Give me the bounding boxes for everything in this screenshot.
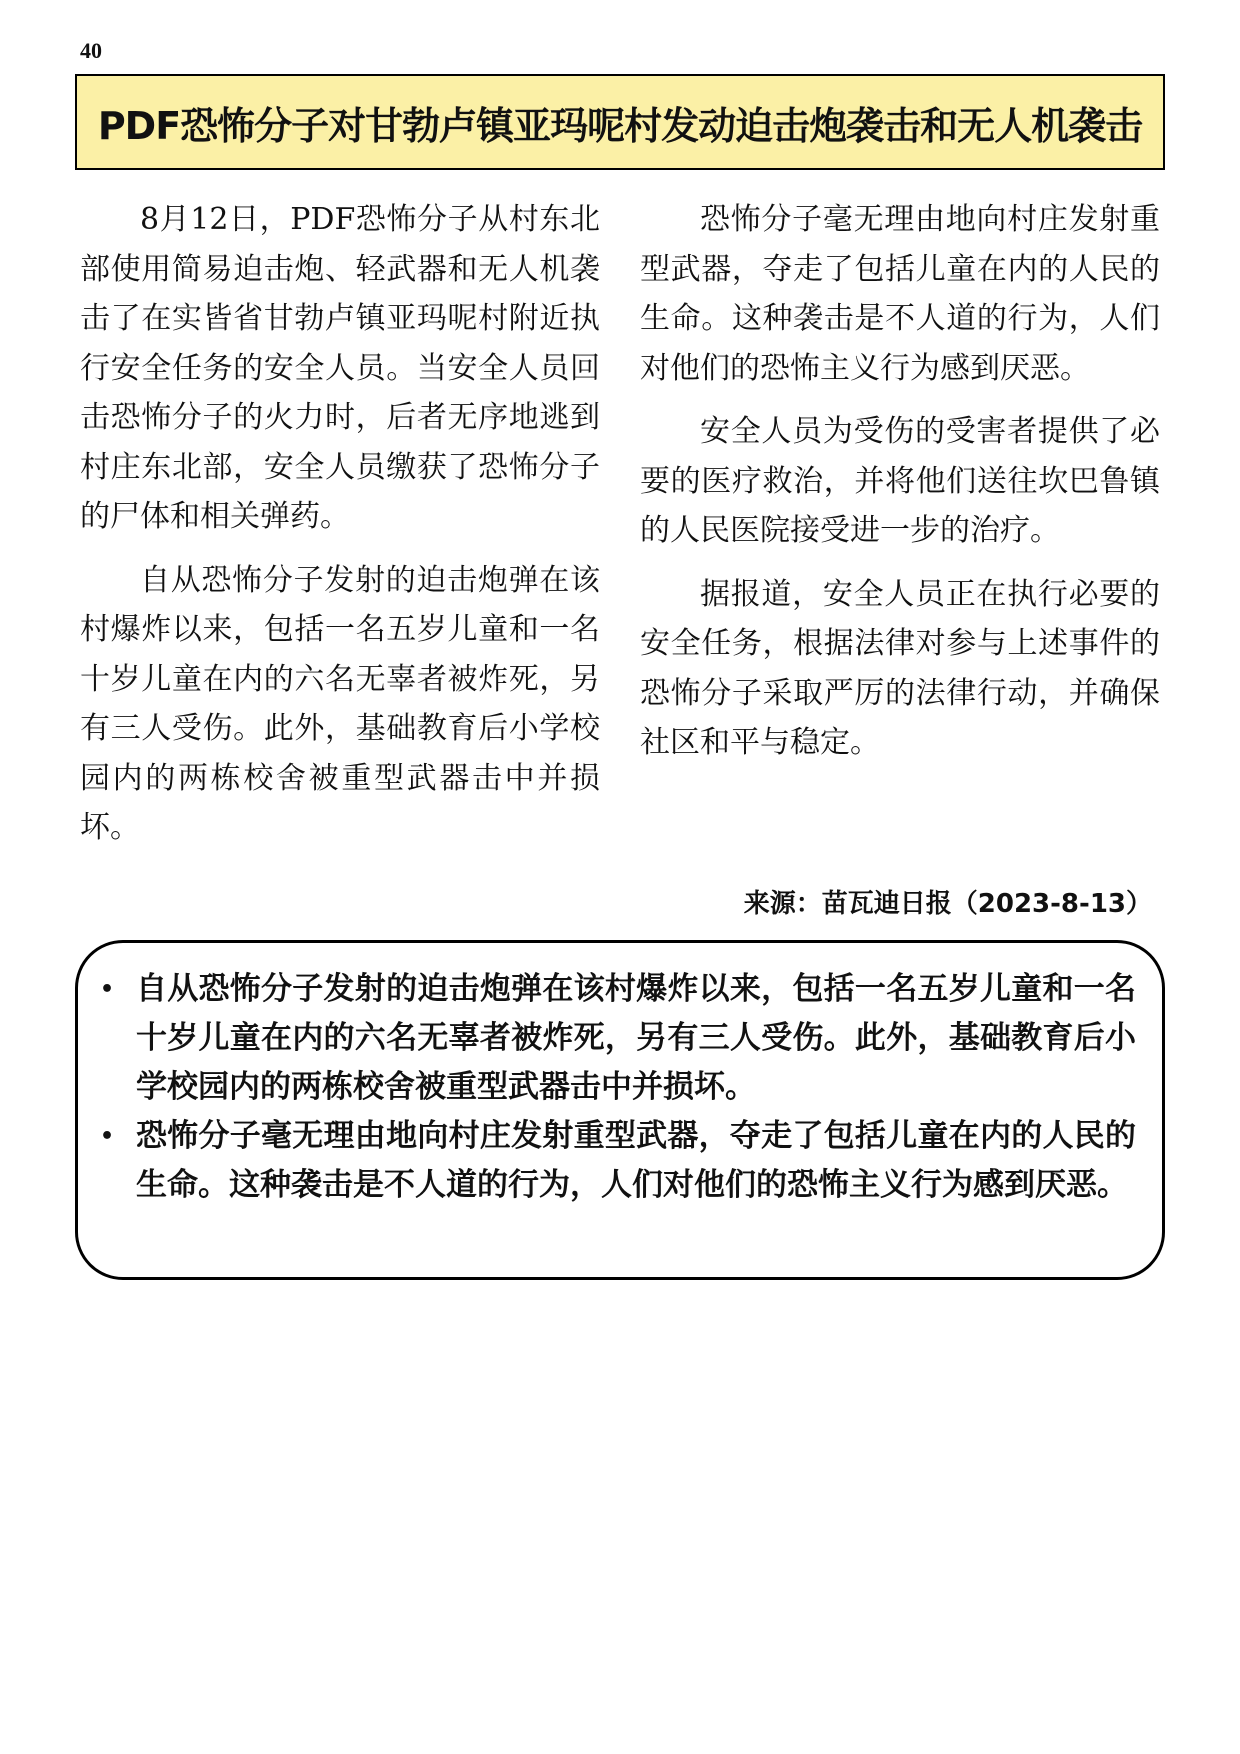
right-column	[640, 195, 1160, 867]
summary-text: 恐怖分子毫无理由地向村庄发射重型武器，夺走了包括儿童在内的人民的生命。这种袭击是不人道的行为，人们对他们的恐怖主义行为感到厌恶。	[136, 1118, 1136, 1203]
page-number: 40	[80, 38, 102, 63]
summary-list	[100, 965, 1136, 1210]
title-banner	[75, 74, 1165, 170]
paragraph: 安全人员为受伤的受害者提供了必要的医疗救治，并将他们送往坎巴鲁镇的人民医院接受进一步的治疗。	[640, 414, 1160, 548]
summary-text: 自从恐怖分子发射的迫击炮弹在该村爆炸以来，包括一名五岁儿童和一名十岁儿童在内的六名无辜者被炸死，另有三人受伤。此外，基础教育后小学校园内的两栋校舍被重型武器击中并损坏。	[136, 971, 1136, 1105]
paragraph: 8月12日，PDF恐怖分子从村东北部使用简易迫击炮、轻武器和无人机袭击了在实皆省甘勃卢镇亚玛呢村附近执行安全任务的安全人员。当安全人员回击恐怖分子的火力时，后者无序地逃到村庄东北部，安全人员缴获了恐怖分子的尸体和相关弹药。	[80, 202, 600, 534]
list-item	[100, 1112, 1136, 1210]
summary-box	[75, 940, 1165, 1280]
source-citation: 来源：苗瓦迪日报（2023-8-13）	[743, 889, 1152, 919]
bullet-icon: •	[100, 1124, 115, 1149]
article-title: PDF恐怖分子对甘勃卢镇亚玛呢村发动迫击炮袭击和无人机袭击	[97, 103, 1143, 148]
paragraph: 恐怖分子毫无理由地向村庄发射重型武器，夺走了包括儿童在内的人民的生命。这种袭击是不人道的行为，人们对他们的恐怖主义行为感到厌恶。	[640, 202, 1160, 386]
list-item	[100, 965, 1136, 1112]
left-column	[80, 195, 600, 867]
paragraph: 自从恐怖分子发射的迫击炮弹在该村爆炸以来，包括一名五岁儿童和一名十岁儿童在内的六名无辜者被炸死，另有三人受伤。此外，基础教育后小学校园内的两栋校舍被重型武器击中并损坏。	[80, 562, 600, 845]
bullet-icon: •	[100, 977, 115, 1002]
article-body	[80, 195, 1160, 867]
paragraph: 据报道，安全人员正在执行必要的安全任务，根据法律对参与上述事件的恐怖分子采取严厉的法律行动，并确保社区和平与稳定。	[640, 576, 1160, 760]
